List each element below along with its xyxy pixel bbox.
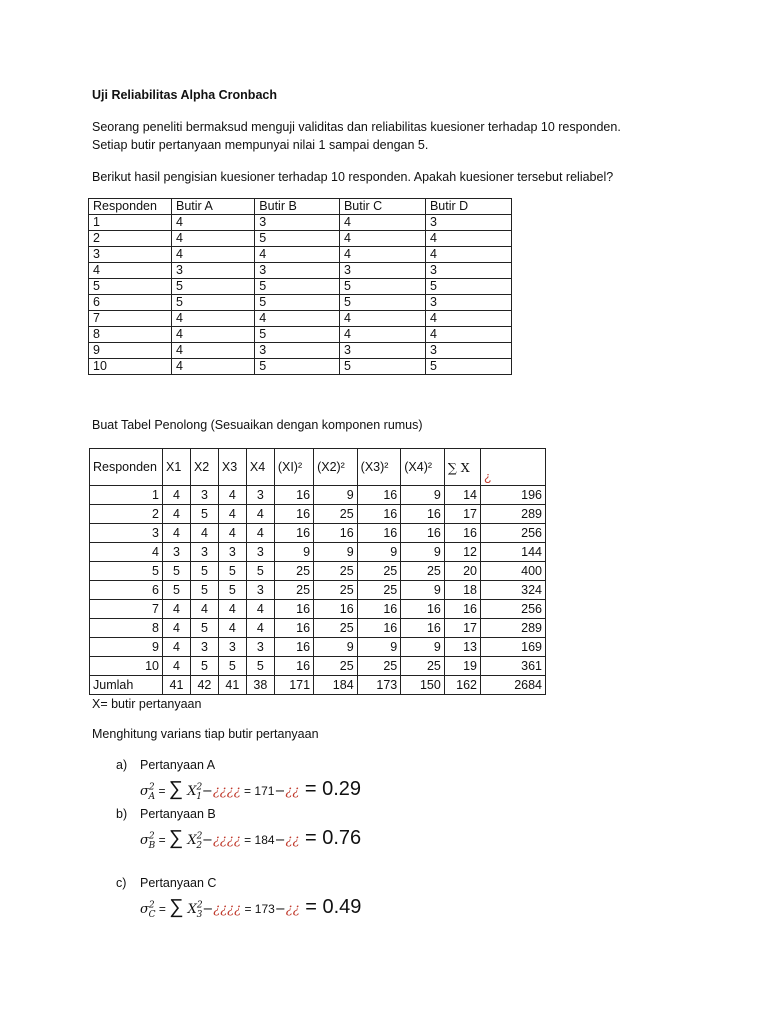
question-text: Berikut hasil pengisian kuesioner terhadap 10 responden. Apakah kuesioner tersebut reliabel? [92,170,614,184]
table-header-row [89,199,512,215]
table-cell: 5 [339,359,425,375]
helper-total-cell: 171 [274,676,313,695]
table-cell: 3 [255,215,340,231]
sum-value: 173 [254,902,275,916]
sum-value: 171 [254,784,275,798]
sum-symbol: ∑ [168,778,184,800]
helper-cell: 4 [163,638,191,657]
helper-cell: 289 [481,619,546,638]
table-cell: 3 [425,343,511,359]
helper-cell: 16 [357,524,401,543]
helper-cell: 9 [401,638,445,657]
table-cell: 5 [255,295,340,311]
helper-table [89,448,546,695]
helper-cell: 25 [401,562,445,581]
table-cell: 1 [89,215,172,231]
helper-cell: 16 [274,524,313,543]
table-cell: 5 [255,231,340,247]
helper-cell: 324 [481,581,546,600]
helper-cell: 4 [190,524,218,543]
table-cell: 4 [425,231,511,247]
helper-cell: 256 [481,524,546,543]
helper-total-cell: 184 [314,676,358,695]
helper-cell: 17 [444,505,480,524]
item-marker: b) [116,807,128,821]
helper-cell: 4 [218,619,246,638]
helper-cell: 5 [90,562,163,581]
helper-cell: 196 [481,486,546,505]
helper-cell: 18 [444,581,480,600]
minus-sign: − [274,833,286,848]
minus-sign: − [202,833,213,848]
helper-cell: 9 [401,581,445,600]
sigma-symbol: $\sigma^2_B$ [140,831,156,851]
table-row [89,311,512,327]
table-header-cell: Butir C [339,199,425,215]
helper-cell: 16 [314,600,358,619]
sum-value: 184 [254,833,275,847]
helper-row [90,638,546,657]
table-cell: 3 [339,263,425,279]
helper-cell: 9 [401,486,445,505]
helper-total-cell: 41 [163,676,191,695]
helper-cell: 16 [357,505,401,524]
table-row [89,327,512,343]
garbled-term: ¿¿¿¿ [213,902,242,917]
helper-cell: 400 [481,562,546,581]
minus-sign: − [274,902,286,917]
intro-line-2: Setiap butir pertanyaan mempunyai nilai 1 sampai dengan 5. [92,138,429,152]
helper-cell: 25 [314,505,358,524]
table-cell: 4 [89,263,172,279]
helper-total-row [90,676,546,695]
variance-result: = 0.29 [299,778,362,800]
table-cell: 3 [425,215,511,231]
equals-sign: = [155,902,170,916]
helper-cell: 16 [314,524,358,543]
helper-cell: 3 [246,486,274,505]
equals-sign: = [155,784,169,798]
helper-cell: 16 [401,619,445,638]
garbled-term: ¿¿ [285,784,300,799]
helper-table-title: Buat Tabel Penolong (Sesuaikan dengan komponen rumus) [92,418,423,432]
helper-cell: 4 [163,600,191,619]
x-term: $X^2_3$ [183,900,203,920]
table-cell: 9 [89,343,172,359]
helper-header-cell: ∑ X [444,449,480,486]
helper-cell: 4 [163,657,191,676]
helper-cell: 16 [357,619,401,638]
helper-cell: 4 [246,619,274,638]
table-cell: 10 [89,359,172,375]
table-row [89,295,512,311]
helper-header-cell: ¿ [481,449,546,486]
table-cell: 3 [425,263,511,279]
helper-cell: 3 [190,486,218,505]
table-cell: 3 [255,343,340,359]
table-cell: 5 [255,327,340,343]
table-cell: 4 [425,327,511,343]
helper-cell: 4 [163,486,191,505]
table-cell: 5 [89,279,172,295]
table-cell: 4 [339,247,425,263]
sum-symbol: ∑ [168,827,184,849]
document-title: Uji Reliabilitas Alpha Cronbach [92,88,277,102]
table-cell: 4 [172,327,255,343]
helper-cell: 25 [401,657,445,676]
helper-cell: 25 [314,657,358,676]
table-cell: 3 [172,263,255,279]
garbled-term: ¿¿ [285,902,300,917]
table-row [89,215,512,231]
helper-cell: 16 [444,600,480,619]
note-text: X= butir pertanyaan [92,697,202,711]
minus-sign: − [201,784,213,799]
helper-total-cell: 162 [444,676,480,695]
helper-header-cell: X2 [190,449,218,486]
helper-cell: 5 [190,619,218,638]
helper-cell: 3 [246,581,274,600]
variance-result: = 0.49 [299,896,362,918]
helper-header-cell: (XI)² [274,449,313,486]
table-row [89,279,512,295]
helper-cell: 256 [481,600,546,619]
helper-cell: 7 [90,600,163,619]
helper-row [90,562,546,581]
helper-cell: 16 [274,600,313,619]
table-cell: 8 [89,327,172,343]
helper-cell: 16 [401,524,445,543]
table-cell: 4 [172,247,255,263]
helper-cell: 3 [190,543,218,562]
table-row [89,343,512,359]
helper-cell: 16 [274,505,313,524]
helper-total-cell: 38 [246,676,274,695]
table-cell: 3 [425,295,511,311]
helper-cell: 3 [246,638,274,657]
variance-formula [140,827,361,851]
table-cell: 5 [255,279,340,295]
helper-cell: 5 [190,581,218,600]
helper-row [90,543,546,562]
helper-cell: 17 [444,619,480,638]
helper-cell: 16 [274,619,313,638]
helper-total-cell: 42 [190,676,218,695]
equals-sign: = [240,833,255,847]
equals-sign: = [155,833,169,847]
helper-cell: 4 [218,505,246,524]
helper-cell: 4 [246,600,274,619]
table-cell: 4 [172,231,255,247]
helper-cell: 6 [90,581,163,600]
helper-cell: 16 [274,486,313,505]
helper-cell: 9 [357,638,401,657]
helper-cell: 4 [190,600,218,619]
table-cell: 4 [425,247,511,263]
helper-cell: 4 [163,505,191,524]
helper-cell: 5 [190,562,218,581]
table-cell: 5 [339,295,425,311]
helper-total-cell: Jumlah [90,676,163,695]
garbled-term: ¿¿¿¿ [212,784,241,799]
helper-header-cell: (X4)² [401,449,445,486]
helper-cell: 9 [401,543,445,562]
table-cell: 4 [425,311,511,327]
table-cell: 6 [89,295,172,311]
table-cell: 7 [89,311,172,327]
variance-formula [140,896,361,920]
table-cell: 5 [255,359,340,375]
helper-cell: 16 [401,600,445,619]
helper-total-cell: 2684 [481,676,546,695]
helper-row [90,505,546,524]
helper-row [90,524,546,543]
helper-cell: 25 [357,581,401,600]
table-cell: 4 [255,247,340,263]
helper-cell: 5 [218,581,246,600]
helper-total-cell: 173 [357,676,401,695]
table-cell: 4 [172,359,255,375]
table-cell: 5 [172,279,255,295]
helper-cell: 25 [314,581,358,600]
helper-cell: 3 [163,543,191,562]
table-cell: 4 [172,343,255,359]
helper-cell: 9 [314,486,358,505]
helper-cell: 289 [481,505,546,524]
helper-cell: 4 [218,600,246,619]
table-cell: 4 [255,311,340,327]
equals-sign: = [240,784,255,798]
helper-cell: 25 [274,581,313,600]
helper-cell: 4 [163,524,191,543]
table-cell: 4 [339,311,425,327]
helper-cell: 9 [314,638,358,657]
helper-cell: 16 [357,486,401,505]
helper-cell: 169 [481,638,546,657]
helper-cell: 25 [274,562,313,581]
helper-cell: 5 [246,562,274,581]
table-cell: 3 [339,343,425,359]
minus-sign: − [202,902,214,917]
helper-total-cell: 41 [218,676,246,695]
helper-cell: 3 [218,638,246,657]
helper-cell: 20 [444,562,480,581]
table-cell: 4 [172,311,255,327]
helper-row [90,581,546,600]
helper-header-cell: X1 [163,449,191,486]
table-cell: 4 [339,215,425,231]
table-row [89,231,512,247]
helper-cell: 4 [218,486,246,505]
sigma-symbol: $\sigma^2_C$ [140,900,156,920]
helper-cell: 5 [163,562,191,581]
table-cell: 4 [172,215,255,231]
variance-result: = 0.76 [299,827,362,849]
helper-cell: 8 [90,619,163,638]
helper-cell: 3 [246,543,274,562]
helper-header-cell: X4 [246,449,274,486]
garbled-term: ¿¿¿¿ [212,833,241,848]
helper-row [90,486,546,505]
helper-cell: 5 [218,562,246,581]
item-marker: c) [116,876,127,890]
item-label: Pertanyaan C [140,876,217,890]
helper-cell: 4 [246,505,274,524]
table-header-cell: Responden [89,199,172,215]
helper-cell: 4 [218,524,246,543]
helper-cell: 16 [274,657,313,676]
table-cell: 5 [339,279,425,295]
helper-cell: 1 [90,486,163,505]
table-cell: 3 [255,263,340,279]
helper-row [90,657,546,676]
variance-title: Menghitung varians tiap butir pertanyaan [92,727,319,741]
helper-cell: 5 [190,505,218,524]
table-row [89,263,512,279]
helper-cell: 9 [90,638,163,657]
table-header-cell: Butir A [172,199,255,215]
helper-cell: 3 [90,524,163,543]
helper-cell: 361 [481,657,546,676]
table-cell: 4 [339,231,425,247]
helper-total-cell: 150 [401,676,445,695]
helper-cell: 9 [357,543,401,562]
helper-cell: 25 [314,619,358,638]
helper-cell: 12 [444,543,480,562]
helper-cell: 5 [190,657,218,676]
helper-cell: 14 [444,486,480,505]
x-term: $X^2_2$ [183,831,203,851]
table-cell: 5 [425,279,511,295]
sum-symbol: ∑ [169,896,184,918]
table-row [89,247,512,263]
table-header-cell: Butir D [425,199,511,215]
table-cell: 3 [89,247,172,263]
table-cell: 2 [89,231,172,247]
helper-cell: 9 [274,543,313,562]
helper-cell: 3 [218,543,246,562]
helper-cell: 2 [90,505,163,524]
garbled-term: ¿¿ [285,833,300,848]
helper-cell: 16 [357,600,401,619]
intro-line-1: Seorang peneliti bermaksud menguji validitas dan reliabilitas kuesioner terhadap 10 responden. [92,120,621,134]
helper-header-cell: (X3)² [357,449,401,486]
helper-cell: 3 [190,638,218,657]
helper-cell: 9 [314,543,358,562]
helper-cell: 5 [218,657,246,676]
table-cell: 5 [172,295,255,311]
item-label: Pertanyaan B [140,807,216,821]
helper-header-cell: (X2)² [314,449,358,486]
helper-row [90,600,546,619]
helper-header-cell: X3 [218,449,246,486]
helper-cell: 25 [357,562,401,581]
table-cell: 5 [425,359,511,375]
helper-cell: 25 [314,562,358,581]
minus-sign: − [274,784,286,799]
helper-cell: 16 [274,638,313,657]
helper-cell: 25 [357,657,401,676]
helper-header-cell: Responden [90,449,163,486]
helper-cell: 16 [401,505,445,524]
table-cell: 4 [339,327,425,343]
helper-cell: 144 [481,543,546,562]
helper-cell: 4 [246,524,274,543]
equals-sign: = [241,902,255,916]
helper-cell: 19 [444,657,480,676]
variance-formula [140,778,361,802]
helper-cell: 5 [246,657,274,676]
table-header-cell: Butir B [255,199,340,215]
item-label: Pertanyaan A [140,758,216,772]
sigma-symbol: $\sigma^2_A$ [140,782,156,802]
helper-row [90,619,546,638]
helper-cell: 4 [90,543,163,562]
item-marker: a) [116,758,128,772]
helper-cell: 4 [163,619,191,638]
helper-cell: 13 [444,638,480,657]
questionnaire-table [88,198,512,375]
table-row [89,359,512,375]
helper-cell: 16 [444,524,480,543]
helper-cell: 5 [163,581,191,600]
x-term: $X^2_1$ [183,782,203,802]
helper-cell: 10 [90,657,163,676]
